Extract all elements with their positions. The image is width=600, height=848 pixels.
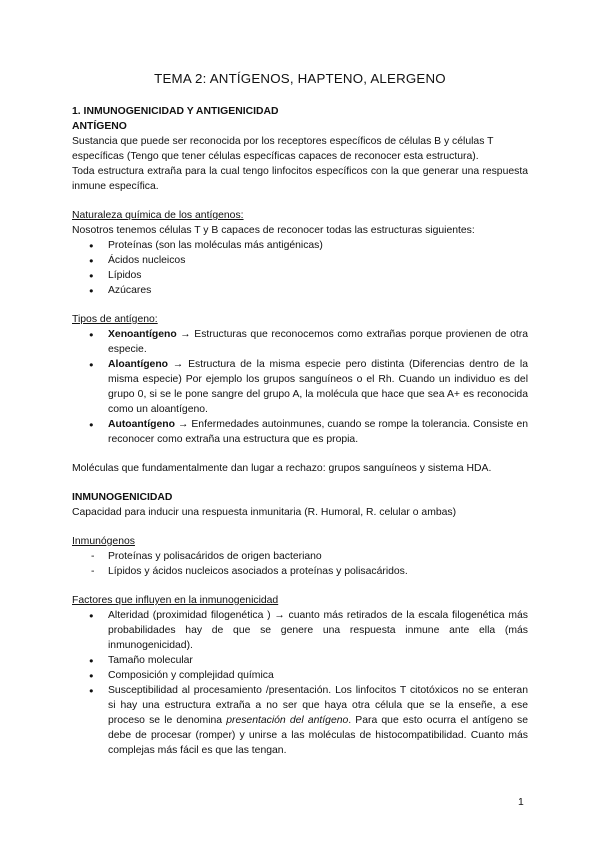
item-text: Susceptibilidad al procesamiento /presentación. Los linfocitos T citotóxicos no se enteran si hay una estructura extraña a no ser que haya otra célula que se la enseñe, a ese proceso se le denomina (108, 685, 528, 726)
list-item: ● Composición y complejidad química (72, 668, 528, 683)
page-title: TEMA 2: ANTÍGENOS, HAPTENO, ALERGENO (154, 71, 446, 86)
page-content (72, 70, 528, 758)
rechazo-note: Moléculas que fundamentalmente dan lugar a rechazo: grupos sanguíneos y sistema HDA. (72, 463, 492, 474)
list-item: ● Tamaño molecular (72, 653, 528, 668)
section-heading: 1. INMUNOGENICIDAD Y ANTIGENICIDAD (72, 106, 279, 117)
tipos-list (72, 327, 528, 447)
term-description: → Enfermedades autoinmunes, cuando se rompe la tolerancia. Consiste en reconocer como extraña una estructura que es propia. (108, 419, 528, 445)
list-item (72, 357, 528, 417)
list-item: - Proteínas y polisacáridos de origen bacteriano (72, 549, 528, 564)
naturaleza-heading: Naturaleza química de los antígenos: (72, 210, 244, 221)
naturaleza-intro: Nosotros tenemos células T y B capaces de reconocer todas las estructuras siguientes: (72, 225, 475, 236)
list-item: ● Ácidos nucleicos (72, 253, 528, 268)
term: Aloantígeno (108, 359, 169, 370)
list-item (72, 327, 528, 357)
naturaleza-list (72, 238, 528, 298)
list-item: ● Lípidos (72, 268, 528, 283)
term-description: → Estructuras que reconocemos como extrañas porque provienen de otra especie. (108, 329, 528, 355)
term: Xenoantígeno (108, 329, 177, 340)
antigeno-paragraph: Toda estructura extraña para la cual tengo linfocitos específicos con la que generar una respuesta inmune específica. (72, 166, 528, 192)
page-number: 1 (518, 797, 524, 808)
factores-heading: Factores que influyen en la inmunogenicidad (72, 595, 279, 606)
item-text: . Para que esto ocurra el antígeno se debe de procesar (romper) y unirse a las moléculas de histocompatibilidad. Cuanto más complejas más fácil es que las tengan. (108, 715, 528, 756)
subsection-heading: ANTÍGENO (72, 121, 127, 132)
list-item: ● Alteridad (proximidad filogenética ) → cuanto más retirados de la escala filogenética más probabilidades hay de que se genere una respuesta inmune ante ella (más inmunogenicidad). (72, 608, 528, 653)
list-item (72, 683, 528, 758)
antigeno-definition: Sustancia que puede ser reconocida por los receptores específicos de células B y células T específicas (Tengo que tener células específicas capaces de reconocer esta estructura). (72, 136, 494, 162)
inmunogenos-heading: Inmunógenos (72, 536, 135, 547)
inmunogenicidad-heading: INMUNOGENICIDAD (72, 492, 173, 503)
factores-list (72, 608, 528, 758)
list-item (72, 417, 528, 447)
term: Autoantígeno (108, 419, 175, 430)
inmunogenos-list (72, 549, 528, 579)
inmunogenicidad-definition: Capacidad para inducir una respuesta inmunitaria (R. Humoral, R. celular o ambas) (72, 507, 457, 518)
list-item: ● Proteínas (son las moléculas más antigénicas) (72, 238, 528, 253)
list-item: - Lípidos y ácidos nucleicos asociados a proteínas y polisacáridos. (72, 564, 528, 579)
list-item: ● Azúcares (72, 283, 528, 298)
italic-term: presentación del antígeno (226, 715, 349, 726)
tipos-heading: Tipos de antígeno: (72, 314, 158, 325)
term-description: → Estructura de la misma especie pero distinta (Diferencias dentro de la misma especie) Por ejemplo los grupos sanguíneos o el Rh. Cuando un individuo es del grupo 0, si se le pone sangre del grupo A, la molécula que hace que sea A+ es reconocida como un aloantígeno. (108, 359, 528, 415)
